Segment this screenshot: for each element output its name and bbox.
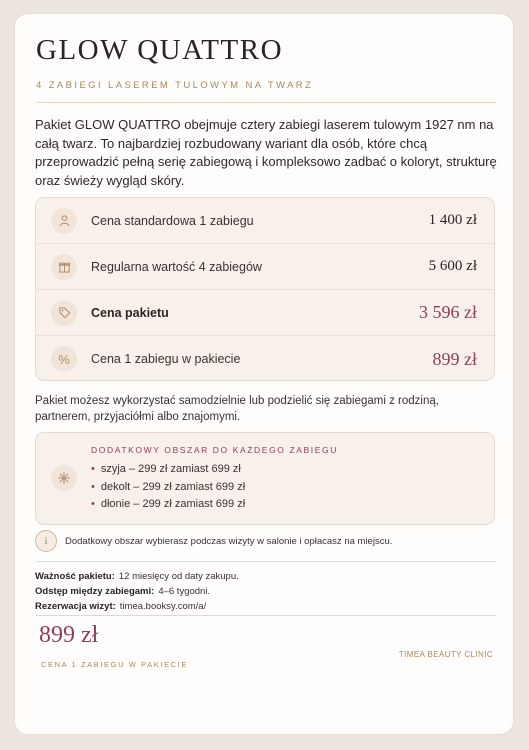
sparkle-icon xyxy=(51,465,77,491)
list-item: • dekolt – 299 zł zamiast 699 zł xyxy=(91,479,245,497)
tag-icon xyxy=(51,300,77,326)
booking-link[interactable]: timea.booksy.com/a/ xyxy=(119,601,207,612)
package-price-value: 3 596 zł xyxy=(419,302,477,322)
meta-label: Odstęp między zabiegami: xyxy=(35,586,155,597)
person-icon xyxy=(51,208,77,234)
price-row-per-treatment xyxy=(36,336,494,381)
price-label: Cena pakietu xyxy=(91,305,169,320)
page-subtitle: 4 ZABIEGI LASEREM TULOWYM NA TWARZ xyxy=(36,80,314,91)
price-row-regular xyxy=(36,244,494,290)
footer-price: 899 zł xyxy=(39,622,99,648)
price-label: Regularna wartość 4 zabiegów xyxy=(91,259,262,274)
package-details xyxy=(35,569,239,614)
price-row-standard xyxy=(36,198,494,244)
price-table xyxy=(35,197,495,381)
list-item: • dłonie – 299 zł zamiast 699 zł xyxy=(91,496,245,514)
divider xyxy=(36,561,496,562)
price-label: Cena 1 zabiegu w pakiecie xyxy=(91,352,241,366)
meta-label: Rezerwacja wizyt: xyxy=(35,601,116,612)
divider xyxy=(36,615,496,616)
price-value: 1 400 zł xyxy=(428,212,477,228)
interval-row xyxy=(35,584,239,599)
clinic-name: TIMEA BEAUTY CLINIC xyxy=(398,650,493,659)
page-title: GLOW QUATTRO xyxy=(36,34,284,66)
intro-text: Pakiet GLOW QUATTRO obejmuje cztery zabiegi laserem tulowym 1927 nm na całą twarz. To najbardziej rozbudowany wariant dla osób, które chcą przeprowadzić pełną serię zabiegową i kompleksowo zadbać o koloryt, strukturę oraz świeży wygląd skóry. xyxy=(35,117,497,188)
info-text: Dodatkowy obszar wybierasz podczas wizyty w salonie i opłacasz na miejscu. xyxy=(65,535,393,547)
extra-area-box xyxy=(35,432,495,525)
extra-area-list xyxy=(91,461,245,514)
info-note xyxy=(35,530,392,552)
price-row-package xyxy=(36,290,494,336)
per-treatment-price-value: 899 zł xyxy=(432,348,477,369)
extra-area-heading: DODATKOWY OBSZAR DO KAŻDEGO ZABIEGU xyxy=(91,445,338,455)
meta-value: 4–6 tygodni. xyxy=(158,586,211,597)
meta-label: Ważność pakietu: xyxy=(35,571,115,582)
package-card xyxy=(14,13,514,735)
info-icon: i xyxy=(35,530,57,552)
gift-icon xyxy=(51,254,77,280)
validity-row xyxy=(35,569,239,584)
share-note: Pakiet możesz wykorzystać samodzielnie lub podzielić się zabiegami z rodziną, partnerem, przyjaciółmi albo znajomymi. xyxy=(35,395,439,423)
percent-icon: % xyxy=(51,346,77,372)
price-label: Cena standardowa 1 zabiegu xyxy=(91,213,254,228)
divider xyxy=(36,102,496,103)
list-item: • szyja – 299 zł zamiast 699 zł xyxy=(91,461,245,479)
price-value: 5 600 zł xyxy=(428,258,477,274)
footer-price-caption: CENA 1 ZABIEGU W PAKIECIE xyxy=(41,660,188,669)
booking-row xyxy=(35,599,239,614)
meta-value: 12 miesięcy od daty zakupu. xyxy=(118,571,239,582)
